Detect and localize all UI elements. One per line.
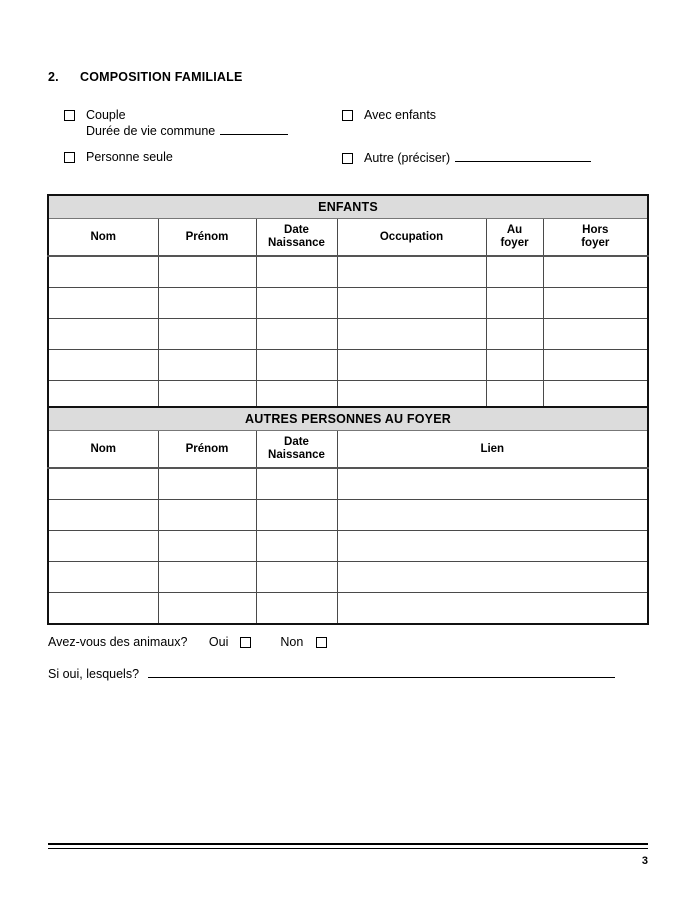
column-header-nom (48, 219, 158, 257)
cell-au-foyer[interactable] (486, 319, 543, 350)
table-row[interactable] (48, 288, 648, 319)
column-header-lien (337, 431, 648, 469)
cell-lien[interactable] (337, 468, 648, 500)
animals-question-row (48, 635, 327, 650)
children-table (47, 194, 649, 412)
column-header-nom-line1: Nom (90, 230, 117, 243)
household-table-header-row (48, 431, 648, 469)
duree-vie-commune-field[interactable] (86, 123, 288, 139)
column-header-date-line1: Date (284, 224, 309, 236)
checkbox-autre[interactable] (342, 153, 353, 164)
children-table-header-row (48, 219, 648, 257)
cell-date-naissance[interactable] (256, 593, 337, 625)
page-number: 3 (641, 855, 648, 867)
column-header-date-line1: Date (284, 436, 309, 448)
option-personne-seule-label: Personne seule (86, 150, 173, 165)
animals-followup-label: Si oui, lesquels? (48, 667, 140, 681)
table-row[interactable] (48, 319, 648, 350)
cell-date-naissance[interactable] (256, 500, 337, 531)
table-row[interactable] (48, 593, 648, 625)
cell-au-foyer[interactable] (486, 288, 543, 319)
duree-vie-commune-blank[interactable] (220, 123, 288, 135)
cell-hors-foyer[interactable] (543, 319, 648, 350)
animals-no-label: Non (280, 635, 304, 649)
option-avec-enfants-label: Avec enfants (364, 108, 437, 123)
option-couple-label: Couple (86, 108, 126, 123)
autre-preciser-blank[interactable] (455, 150, 591, 162)
children-table-title: ENFANTS (48, 195, 648, 219)
column-header-nom-line1: Nom (90, 442, 117, 455)
cell-prenom[interactable] (158, 468, 256, 500)
animals-yes-label: Oui (208, 635, 229, 649)
cell-nom[interactable] (48, 288, 158, 319)
household-table-title-row (48, 407, 648, 431)
cell-nom[interactable] (48, 593, 158, 625)
column-header-date-line2: Naissance (268, 237, 325, 249)
cell-prenom[interactable] (158, 319, 256, 350)
cell-prenom[interactable] (158, 531, 256, 562)
option-avec-enfants[interactable] (342, 108, 436, 123)
checkbox-couple[interactable] (64, 110, 75, 121)
cell-prenom[interactable] (158, 256, 256, 288)
cell-date-naissance[interactable] (256, 468, 337, 500)
cell-prenom[interactable] (158, 350, 256, 381)
section-title: COMPOSITION FAMILIALE (80, 70, 243, 84)
column-header-au-foyer-line1: Au (506, 224, 523, 236)
table-row[interactable] (48, 468, 648, 500)
children-table-title-row (48, 195, 648, 219)
section-number: 2. (48, 70, 59, 84)
animals-followup-row[interactable] (48, 666, 615, 682)
column-header-hors-foyer-line2: foyer (581, 237, 610, 249)
option-autre-label: Autre (préciser) (364, 151, 451, 166)
column-header-prenom-line1: Prénom (185, 442, 229, 455)
table-row[interactable] (48, 256, 648, 288)
household-table (47, 406, 649, 625)
cell-nom[interactable] (48, 350, 158, 381)
checkbox-animals-oui[interactable] (240, 637, 251, 648)
cell-prenom[interactable] (158, 288, 256, 319)
cell-date-naissance[interactable] (256, 288, 337, 319)
column-header-hors-foyer (543, 219, 648, 257)
footer-divider-top (48, 843, 648, 845)
table-row[interactable] (48, 500, 648, 531)
column-header-prenom (158, 219, 256, 257)
cell-prenom[interactable] (158, 562, 256, 593)
cell-au-foyer[interactable] (486, 256, 543, 288)
cell-hors-foyer[interactable] (543, 256, 648, 288)
cell-date-naissance[interactable] (256, 562, 337, 593)
table-row[interactable] (48, 531, 648, 562)
column-header-prenom (158, 431, 256, 469)
option-autre[interactable] (342, 150, 591, 166)
option-personne-seule[interactable] (64, 150, 173, 165)
table-row[interactable] (48, 562, 648, 593)
animals-question-label: Avez-vous des animaux? (48, 635, 188, 649)
duree-vie-commune-label: Durée de vie commune (86, 124, 216, 138)
cell-nom[interactable] (48, 468, 158, 500)
column-header-occupation (337, 219, 486, 257)
animals-followup-blank[interactable] (148, 666, 615, 678)
cell-nom[interactable] (48, 562, 158, 593)
column-header-au-foyer (486, 219, 543, 257)
cell-occupation[interactable] (337, 350, 486, 381)
column-header-hors-foyer-line1: Hors (582, 224, 609, 236)
cell-occupation[interactable] (337, 319, 486, 350)
cell-lien[interactable] (337, 500, 648, 531)
cell-date-naissance[interactable] (256, 256, 337, 288)
column-header-date-line2: Naissance (268, 449, 325, 461)
column-header-lien-line1: Lien (480, 442, 505, 455)
cell-date-naissance[interactable] (256, 319, 337, 350)
cell-hors-foyer[interactable] (543, 350, 648, 381)
household-table-title: AUTRES PERSONNES AU FOYER (48, 407, 648, 431)
cell-nom[interactable] (48, 500, 158, 531)
table-row[interactable] (48, 350, 648, 381)
cell-nom[interactable] (48, 256, 158, 288)
cell-date-naissance[interactable] (256, 531, 337, 562)
cell-lien[interactable] (337, 593, 648, 625)
cell-lien[interactable] (337, 562, 648, 593)
column-header-date-naissance (256, 219, 337, 257)
cell-prenom[interactable] (158, 593, 256, 625)
cell-au-foyer[interactable] (486, 350, 543, 381)
footer-divider-bottom (48, 848, 648, 849)
cell-nom[interactable] (48, 319, 158, 350)
checkbox-avec-enfants[interactable] (342, 110, 353, 121)
checkbox-animals-non[interactable] (316, 637, 327, 648)
cell-lien[interactable] (337, 531, 648, 562)
cell-occupation[interactable] (337, 288, 486, 319)
option-couple[interactable] (64, 108, 126, 123)
cell-occupation[interactable] (337, 256, 486, 288)
column-header-prenom-line1: Prénom (185, 230, 229, 243)
column-header-occupation-line1: Occupation (379, 230, 444, 243)
cell-nom[interactable] (48, 531, 158, 562)
column-header-nom (48, 431, 158, 469)
checkbox-personne-seule[interactable] (64, 152, 75, 163)
cell-date-naissance[interactable] (256, 350, 337, 381)
column-header-au-foyer-line2: foyer (500, 237, 529, 249)
column-header-date-naissance (256, 431, 337, 469)
cell-prenom[interactable] (158, 500, 256, 531)
cell-hors-foyer[interactable] (543, 288, 648, 319)
page-title (48, 70, 243, 84)
